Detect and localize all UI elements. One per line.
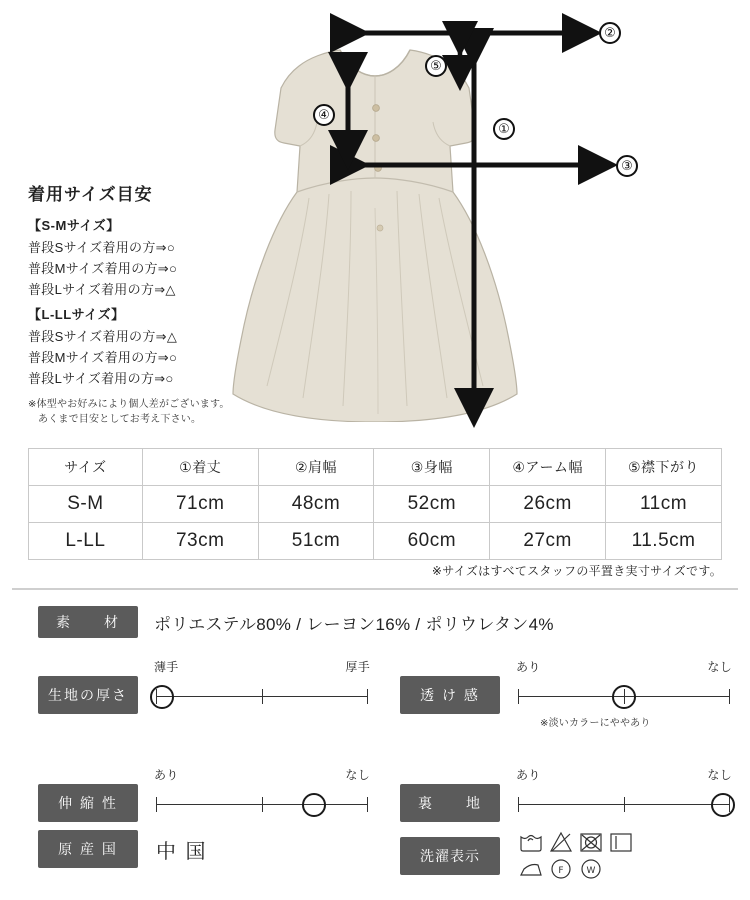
- sheerness-right-cap: なし: [707, 660, 732, 674]
- size-guide-line: 普段Mサイズ着用の方⇒○: [28, 261, 178, 276]
- sheerness-label: 透 け 感: [400, 676, 500, 714]
- scale-tick: [518, 797, 519, 812]
- table-cell: 73cm: [142, 523, 258, 560]
- thickness-right-cap: 厚手: [345, 660, 370, 674]
- table-header-cell: ③身幅: [374, 449, 490, 486]
- size-guide-line: 普段Mサイズ着用の方⇒○: [28, 350, 178, 365]
- table-header-cell: ⑤襟下がり: [606, 449, 722, 486]
- iron-low-icon: [518, 857, 544, 881]
- table-cell: 26cm: [490, 486, 606, 523]
- sheerness-left-cap: あり: [516, 660, 541, 674]
- origin-row: [38, 830, 208, 868]
- origin-label: 原 産 国: [38, 830, 138, 868]
- stretch-left-cap: あり: [154, 768, 179, 782]
- size-guide-note: [28, 397, 268, 427]
- thickness-scale: [154, 658, 370, 734]
- size-guide-line: 普段Lサイズ着用の方⇒△: [28, 282, 176, 297]
- size-guide-group-heading-sm: 【S-Mサイズ】: [28, 218, 120, 233]
- sheerness-marker: [612, 685, 636, 709]
- section-divider: [12, 588, 738, 590]
- diagram-marker-2: ②: [599, 22, 621, 44]
- size-guide-line: 普段Lサイズ着用の方⇒○: [28, 371, 174, 386]
- garment-diagram-area: [0, 0, 750, 440]
- washing-row: [400, 830, 668, 881]
- sheerness-subnote: ※淡いカラーにややあり: [540, 718, 651, 729]
- lining-right-cap: なし: [707, 768, 732, 782]
- washing-icons-row-1: [518, 830, 668, 854]
- hand-wash-icon: [518, 830, 544, 854]
- size-guide-group-heading-lll: 【L-LLサイズ】: [28, 307, 125, 322]
- table-cell: 60cm: [374, 523, 490, 560]
- dry-flat-icon: [608, 830, 634, 854]
- table-header-cell: サイズ: [29, 449, 143, 486]
- table-cell: 11cm: [606, 486, 722, 523]
- spec-block: [0, 598, 750, 900]
- table-cell: 48cm: [258, 486, 374, 523]
- size-guide-title: 着用サイズ目安: [28, 185, 153, 204]
- table-cell: 51cm: [258, 523, 374, 560]
- scale-tick: [624, 797, 625, 812]
- sheerness-scale: [516, 658, 732, 734]
- material-value: ポリエステル80% / レーヨン16% / ポリウレタン4%: [154, 614, 554, 634]
- diagram-marker-5: ⑤: [425, 55, 447, 77]
- material-row: [38, 606, 554, 638]
- diagram-marker-4: ④: [313, 104, 335, 126]
- diagram-marker-1: ①: [493, 118, 515, 140]
- wet-clean-w-icon: [578, 857, 604, 881]
- table-row: [29, 486, 722, 523]
- lining-label: 裏 地: [400, 784, 500, 822]
- table-cell: S-M: [29, 486, 143, 523]
- diagram-marker-3: ③: [616, 155, 638, 177]
- scale-tick: [367, 797, 368, 812]
- thickness-marker: [150, 685, 174, 709]
- origin-value: 中 国: [156, 840, 208, 863]
- table-header-row: [29, 449, 722, 486]
- table-row: [29, 523, 722, 560]
- size-guide-note-line2: あくまで目安としてお考え下さい。: [38, 414, 202, 425]
- washing-icons-row-2: [518, 857, 668, 881]
- table-header-cell: ①着丈: [142, 449, 258, 486]
- size-table-note: ※サイズはすべてスタッフの平置き実寸サイズです。: [431, 564, 722, 578]
- svg-text:W: W: [586, 866, 596, 876]
- svg-text:F: F: [558, 866, 564, 876]
- size-guide-note-line1: ※体型やお好みにより個人差がございます。: [28, 399, 230, 410]
- no-tumble-dry-icon: [578, 830, 604, 854]
- lining-marker: [711, 793, 735, 817]
- table-cell: 71cm: [142, 486, 258, 523]
- scale-tick: [518, 689, 519, 704]
- scale-tick: [262, 797, 263, 812]
- table-header-cell: ②肩幅: [258, 449, 374, 486]
- stretch-marker: [302, 793, 326, 817]
- washing-label: 洗濯表示: [400, 837, 500, 875]
- table-cell: 52cm: [374, 486, 490, 523]
- scale-tick: [367, 689, 368, 704]
- thickness-left-cap: 薄手: [154, 660, 179, 674]
- no-dry-clean-f-icon: [548, 857, 574, 881]
- thickness-label: 生地の厚さ: [38, 676, 138, 714]
- stretch-right-cap: なし: [345, 768, 370, 782]
- table-cell: L-LL: [29, 523, 143, 560]
- table-cell: 11.5cm: [606, 523, 722, 560]
- material-label: 素 材: [38, 606, 138, 638]
- lining-left-cap: あり: [516, 768, 541, 782]
- size-table: [28, 448, 722, 560]
- no-bleach-icon: [548, 830, 574, 854]
- table-cell: 27cm: [490, 523, 606, 560]
- stretch-label: 伸 縮 性: [38, 784, 138, 822]
- size-guide-line: 普段Sサイズ着用の方⇒△: [28, 329, 178, 344]
- size-guide-line: 普段Sサイズ着用の方⇒○: [28, 240, 175, 255]
- size-guide-block: [28, 180, 268, 427]
- scale-tick: [729, 689, 730, 704]
- table-header-cell: ④アーム幅: [490, 449, 606, 486]
- scale-tick: [262, 689, 263, 704]
- scale-tick: [156, 797, 157, 812]
- washing-icons: [518, 830, 668, 881]
